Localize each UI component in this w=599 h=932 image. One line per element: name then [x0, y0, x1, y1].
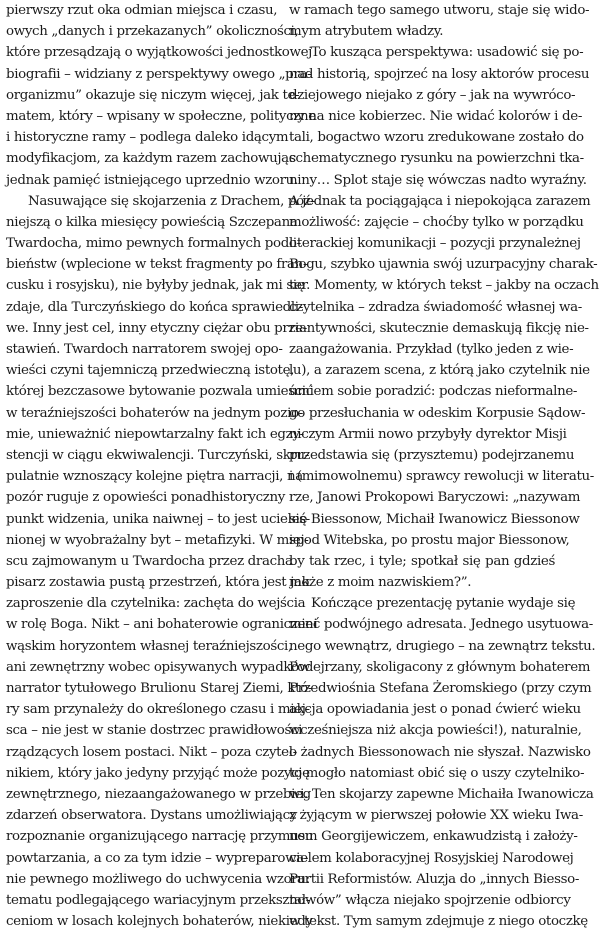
text-line: stencji w ciągu ekwiwalencji. Turczyński, skru- — [6, 447, 310, 463]
text-line: Twardocha, mimo pewnych formalnych podo- — [6, 236, 301, 252]
text-line: się Biessonow, Michaił Iwanowicz Biessonow — [289, 511, 580, 527]
text-line: wąskim horyzontem własnej teraźniejszości, — [6, 638, 292, 654]
text-line: której bezczasowe bytowanie pozwala umieścić — [6, 384, 314, 400]
text-line: by tak rzec, i tyle; spotkał się pan gdzieś — [289, 553, 555, 569]
text-line: w teraźniejszości bohaterów na jednym pozio- — [6, 405, 303, 421]
text-line: nionej w wyobrażalny byt – metafizyki. W miej- — [6, 532, 309, 548]
text-line: pozór ruguje z opowieści ponadhistoryczny — [6, 490, 285, 506]
text-line: niejszą o kilka miesięcy powieścią Szczepana — [6, 214, 298, 230]
text-line: ani zewnętrzny wobec opisywanych wypadków — [6, 659, 311, 675]
text-line: możliwość: zajęcie – choćby tylko w porządku — [289, 214, 584, 230]
text-line: zdarzeń obserwatora. Dystans umożliwiający — [6, 808, 298, 824]
text-line: o żadnych Biessonowach nie słyszał. Nazwisko — [289, 744, 591, 760]
text-line: organizmu” okazuje się niczym więcej, jak te- — [6, 87, 300, 103]
text-line: spod Witebska, po prostu major Biessonow, — [289, 532, 570, 548]
text-line: tali, bogactwo wzoru zredukowane zostało do — [289, 130, 584, 146]
text-line: czytelnika – zdradza świadomość własnej wa- — [289, 299, 582, 315]
text-line: mym atrybutem władzy. — [289, 24, 444, 40]
text-line: owych „danych i przekazanych” okoliczności, — [6, 24, 299, 40]
text-line: Nasuwające się skojarzenia z Drachem, póź- — [28, 193, 315, 209]
text-line: niny… Splot staje się wówczas nadto wyraźny. — [289, 172, 587, 188]
text-line: ry sam przynależy do określonego czasu i miej- — [6, 702, 310, 718]
text-line: nie pewnego możliwego do uchwycenia wzoru: — [6, 871, 310, 887]
text-line: zaproszenie dla czytelnika: zachęta do wejścia — [6, 596, 306, 612]
text-line: zdaje, dla Turczyńskiego do końca sprawiedli- — [6, 299, 303, 315]
text-line: w rolę Boga. Nikt – ani bohaterowie ograniczeni — [6, 617, 318, 633]
text-line: nad historią, spojrzeć na losy aktorów procesu — [289, 66, 590, 82]
text-line: biografii – widziany z perspektywy owego „pra- — [6, 66, 312, 82]
text-line: mieć podwójnego adresata. Jednego usytuowa- — [289, 617, 593, 633]
text-line: bieństw (wplecione w tekst fragmenty po fran- — [6, 257, 308, 273]
text-line: cielem kolaboracyjnej Rosyjskiej Narodowej — [289, 850, 574, 866]
text-line: cusku i rosyjsku), nie byłyby jednak, jak mi się — [6, 278, 305, 294]
text-line: stawień. Twardoch narratorem swojej opo- — [6, 342, 283, 357]
text-line: matem, który – wpisany w społeczne, polityczne — [6, 108, 316, 124]
text-line: rządzących losem postaci. Nikt – poza czytel- — [6, 744, 297, 760]
text-line: ter. Momenty, w których tekst – jakby na oczach — [289, 278, 599, 294]
text-line: lu), a zarazem scena, z którą jako czytelnik nie — [289, 363, 590, 379]
text-line: Podejrzany, skoligacony z głównym bohaterem — [289, 659, 591, 675]
text-line: pisarz zostawia pustą przestrzeń, która jest jak — [6, 575, 310, 591]
text-line: pulatnie wznoszący kolejne piętra narracji, na — [6, 469, 303, 485]
text-line: A jednak ta pociągająca i niepokojąca zarazem — [289, 193, 591, 209]
text-line: rozpoznanie organizującego narrację przymusu — [6, 829, 314, 845]
text-line: punkt widzenia, unika naiwnej – to jest ucieleś- — [6, 511, 310, 527]
text-line: dziejowego niejako z góry – jak na wywróco- — [289, 87, 576, 103]
text-line: literackiej komunikacji – pozycji przynależnej — [289, 236, 581, 252]
text-line: przedstawia się (przysztemu) podejrzanemu — [289, 447, 575, 463]
text-line: mie, unieważnić niepowtarzalny fakt ich egzy- — [6, 426, 304, 442]
text-line: narrator tytułowego Brulionu Starej Ziemi, któ- — [6, 681, 313, 696]
text-line: tematu podlegającego wariacyjnym przekształ- — [6, 892, 310, 908]
text-line: nem Georgijewiczem, enkawudzistą i założy- — [289, 829, 578, 845]
text-line: akcja opowiadania jest o ponad ćwierć wieku — [289, 702, 581, 718]
text-line: umiem sobie poradzić: podczas nieformalne- — [289, 384, 578, 400]
text-line: nego wewnątrz, drugiego – na zewnątrz tekstu. — [289, 638, 596, 654]
text-line: wi. Ten skojarzy zapewne Michaiła Iwanowicza — [289, 786, 594, 802]
text-line: z żyjącym w pierwszej połowie XX wieku Iwa- — [289, 808, 583, 824]
text-line: i historyczne ramy – podlega daleko idącym — [6, 130, 289, 146]
text-line: we. Inny jest cel, inny etyczny ciężar obu prze- — [6, 320, 307, 336]
text-line: pierwszy rzut oka odmian miejsca i czasu, — [6, 3, 278, 18]
text-line: modyfikacjom, za każdym razem zachowując — [6, 151, 296, 167]
text-line: Partii Reformistów. Aluzja do „innych Biesso- — [289, 871, 580, 887]
text-line: powtarzania, a co za tym idzie – wypreparowa- — [6, 850, 309, 866]
text-line: zaangażowania. Przykład (tylko jeden z wie- — [289, 342, 574, 357]
text-line: rze, Janowi Prokopowi Baryczowi: „nazywam — [289, 490, 581, 506]
text-line: ceniom w losach kolejnych bohaterów, niekiedy — [6, 914, 313, 930]
text-line: riantywności, skutecznie demaskują fikcję nie- — [289, 320, 589, 336]
text-column-left — [6, 0, 318, 932]
text-line: w ramach tego samego utworu, staje się wido- — [289, 3, 590, 18]
text-line: schematycznego rysunku na powierzchni tka- — [289, 151, 584, 167]
text-line: sca – nie jest w stanie dostrzec prawidłowości — [6, 723, 303, 739]
text-line: nowów” włącza niejako spojrzenie odbiorcy — [289, 892, 571, 908]
text-line: które przesądzają o wyjątkowości jednostkowej — [6, 45, 312, 61]
text-line: wieści czyni tajemniczą przedwieczną istotę, — [6, 363, 295, 379]
text-line: i (mimowolnemu) sprawcy rewolucji w literatu- — [289, 469, 594, 485]
text-line: ny na nice kobierzec. Nie widać kolorów i de- — [289, 108, 582, 124]
text-line: jednak pamięć istniejącego uprzednio wzoru. — [6, 172, 298, 188]
text-line: Przedwiośnia Stefana Żeromskiego (przy czym — [289, 681, 592, 696]
text-line: niczym Armii nowo przybyły dyrektor Misji — [289, 426, 567, 442]
text-line: w tekst. Tym samym zdejmuje z niego otoczkę — [289, 914, 588, 930]
text-line: wcześniejsza niż akcja powieści!), naturalnie, — [289, 723, 582, 739]
text-column-right — [289, 0, 599, 932]
text-line: może z moim nazwiskiem?”. — [289, 575, 472, 591]
text-line: zewnętrznego, niezaangażowanego w przebieg — [6, 786, 311, 802]
text-line: Bogu, szybko ujawnia swój uzurpacyjny charak- — [289, 257, 598, 273]
text-line: To kusząca perspektywa: usadowić się po- — [311, 45, 584, 61]
text-line: to mogło natomiast obić się o uszy czytelniko- — [289, 765, 585, 781]
text-line: Kończące prezentację pytanie wydaje się — [311, 596, 576, 612]
text-line: go przesłuchania w odeskim Korpusie Sądow- — [289, 405, 586, 421]
text-line: scu zajmowanym u Twardocha przez dracha — [6, 553, 293, 569]
text-line: nikiem, który jako jedyny przyjąć może pozycję — [6, 765, 310, 781]
